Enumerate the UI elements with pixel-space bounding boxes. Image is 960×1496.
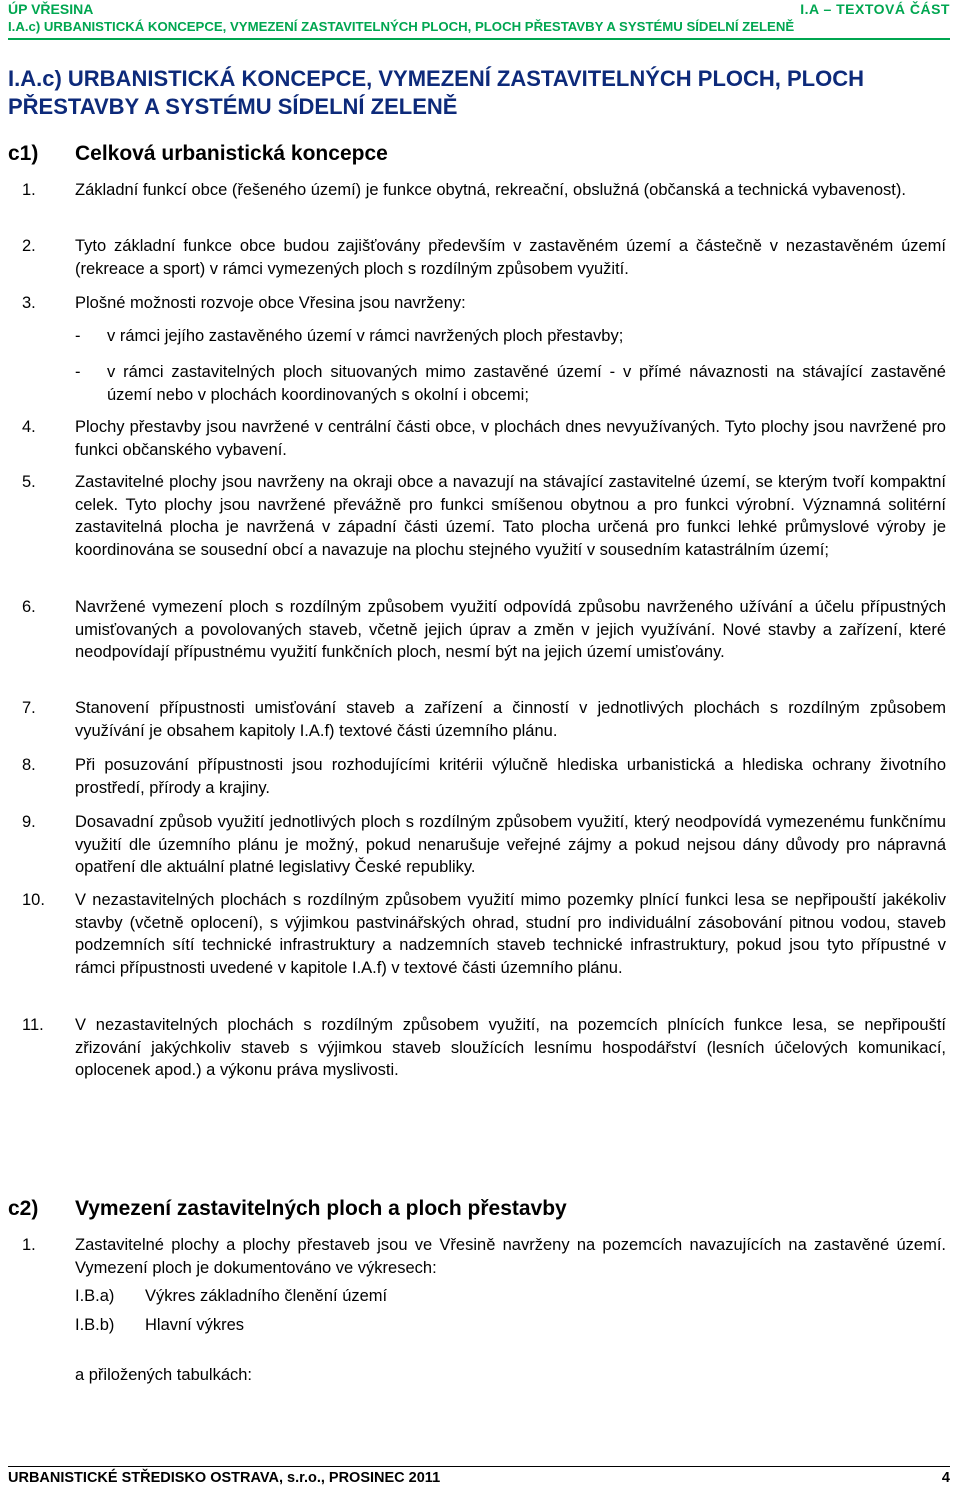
- list-item: [22, 754, 946, 799]
- section-number: c1): [8, 142, 39, 165]
- page-number: 4: [941, 1470, 950, 1486]
- list-item: [22, 179, 946, 202]
- tables-note: a přiložených tabulkách:: [75, 1366, 253, 1384]
- sub-list-item: [75, 325, 946, 348]
- item-text: Při posuzování přípustnosti jsou rozhodujícími kritérii výlučně hlediska urbanistická a hlediska ochrany životního prostředí, přírody a krajiny.: [75, 756, 946, 797]
- list-item: [22, 811, 946, 879]
- sub-item-text: v rámci zastavitelných ploch situovaných mimo zastavěné území - v přímé návaznosti na stávající zastavěné území nebo v plochách koordinovaných s okolní i obcemi;: [107, 363, 946, 404]
- sub-list-item: [75, 361, 946, 406]
- section-number: c2): [8, 1197, 39, 1220]
- header-part: I.A – TEXTOVÁ ČÁST: [800, 1, 950, 17]
- page-title: I.A.c) URBANISTICKÁ KONCEPCE, VYMEZENÍ ZASTAVITELNÝCH PLOCH, PLOCH PŘESTAVBY A SYSTÉMU SÍDELNÍ ZELENĚ: [8, 66, 865, 119]
- sub-item-text: v rámci jejího zastavěného území v rámci navržených ploch přestavby;: [107, 327, 624, 345]
- list-item: [22, 697, 946, 742]
- section-title: Celková urbanistická koncepce: [75, 142, 388, 165]
- item-text: Plošné možnosti rozvoje obce Vřesina jsou navrženy:: [75, 294, 466, 312]
- list-item: [22, 889, 946, 979]
- list-item: [22, 1234, 946, 1279]
- drawing-code: I.B.a): [75, 1287, 115, 1305]
- list-item: [22, 1014, 946, 1082]
- item-number: 8.: [22, 756, 36, 774]
- item-number: 4.: [22, 418, 36, 436]
- item-text: V nezastavitelných plochách s rozdílným způsobem využití mimo pozemky plnící funkci lesa se nepřipouští jakékoliv stavby (včetně oplocení), s výjimkou pastvinářských ohrad, studní pro individuální zásobování pitnou vodou, staveb podzemních sítí technické infrastruktury a nadzemních staveb technické infrastruktury, pokud jsou tyto přípustné v rámci přípustnosti uvedené v kapitole I.A.f) v textové části územního plánu.: [75, 891, 946, 977]
- bullet-dash: -: [75, 363, 81, 381]
- item-number: 7.: [22, 699, 36, 717]
- page-footer: [8, 1469, 950, 1487]
- footer-company: URBANISTICKÉ STŘEDISKO OSTRAVA, s.r.o., PROSINEC 2011: [8, 1470, 441, 1486]
- item-text: Tyto základní funkce obce budou zajišťovány především v zastavěném území a částečně v nezastavěném území (rekreace a sport) v rámci vymezených ploch s rozdílným způsobem využití.: [75, 237, 946, 278]
- item-text: Navržené vymezení ploch s rozdílným způsobem využití odpovídá způsobu navrženého užívání a účelu přípustných umisťovaných a povolovaných staveb, včetně jejich úprav a změn v jejich využívání. Nové stavby a zařízení, které neodpovídají přípustnému využití funkčních ploch, nesmí být na jejich území umisťovány.: [75, 598, 946, 661]
- item-text: Zastavitelné plochy a plochy přestaveb jsou ve Vřesině navrženy na pozemcích navazujících na zastavěné území. Vymezení ploch je dokumentováno ve výkresech:: [75, 1236, 946, 1277]
- item-number: 6.: [22, 598, 36, 616]
- item-number: 2.: [22, 237, 36, 255]
- drawing-label: Hlavní výkres: [145, 1316, 245, 1334]
- item-number: 1.: [22, 1236, 36, 1254]
- list-item: [22, 416, 946, 461]
- footer-divider: [8, 1466, 950, 1467]
- drawing-code: I.B.b): [75, 1316, 115, 1334]
- list-item: [22, 471, 946, 561]
- section-title: Vymezení zastavitelných ploch a ploch přestavby: [75, 1197, 567, 1220]
- item-number: 9.: [22, 813, 36, 831]
- header-project: ÚP VŘESINA: [8, 1, 94, 17]
- bullet-dash: -: [75, 327, 81, 345]
- item-text: Plochy přestavby jsou navržené v centrální části obce, v plochách dnes nevyužívaných. Tyto plochy jsou navržené pro funkci občanského vybavení.: [75, 418, 946, 459]
- item-text: V nezastavitelných plochách s rozdílným způsobem využití, na pozemcích plnících funkce lesa, se nepřipouští zřizování jakýchkoliv staveb s výjimkou staveb sloužících lesnímu hospodářství (lesních účelových komunikací, oplocenek apod.) a výkonu práva myslivosti.: [75, 1016, 946, 1079]
- item-number: 10.: [22, 891, 45, 909]
- list-item: [22, 292, 946, 315]
- item-number: 3.: [22, 294, 36, 312]
- item-text: Zastavitelné plochy jsou navrženy na okraji obce a navazují na stávající zastavitelné území, se kterým tvoří kompaktní celek. Tyto plochy jsou navržené převážně pro funkci smíšenou obytnou a pro funkci výrobní. Významná solitérní zastavitelná plocha je navržená v západní části území. Tato plocha určená pro funkci lehké průmyslové výroby je koordinována se sousední obcí a navazuje na plochu stejného využití v sousedním katastrálním území;: [75, 473, 946, 559]
- drawing-label: Výkres základního členění území: [145, 1287, 388, 1305]
- item-text: Základní funkcí obce (řešeného území) je funkce obytná, rekreační, obslužná (občanská a technická vybavenost).: [75, 181, 906, 199]
- item-number: 5.: [22, 473, 36, 491]
- item-text: Dosavadní způsob využití jednotlivých ploch s rozdílným způsobem využití, který neodpovídá vymezenému funkčnímu využití dle územního plánu je možný, pokud nenarušuje veřejné zájmy a pokud nejsou dány důvody pro nápravná opatření dle aktuální platné legislativy České republiky.: [75, 813, 946, 876]
- list-item: [22, 596, 946, 664]
- header-chapter: I.A.c) URBANISTICKÁ KONCEPCE, VYMEZENÍ ZASTAVITELNÝCH PLOCH, PLOCH PŘESTAVBY A SYSTÉMU SÍDELNÍ ZELENĚ: [8, 19, 795, 34]
- item-text: Stanovení přípustnosti umisťování staveb a zařízení a činností v jednotlivých plochách s rozdílným způsobem využívání je obsahem kapitoly I.A.f) textové části územního plánu.: [75, 699, 946, 740]
- list-item: [22, 235, 946, 280]
- item-number: 1.: [22, 181, 36, 199]
- item-number: 11.: [22, 1016, 44, 1034]
- header-divider: [8, 38, 950, 40]
